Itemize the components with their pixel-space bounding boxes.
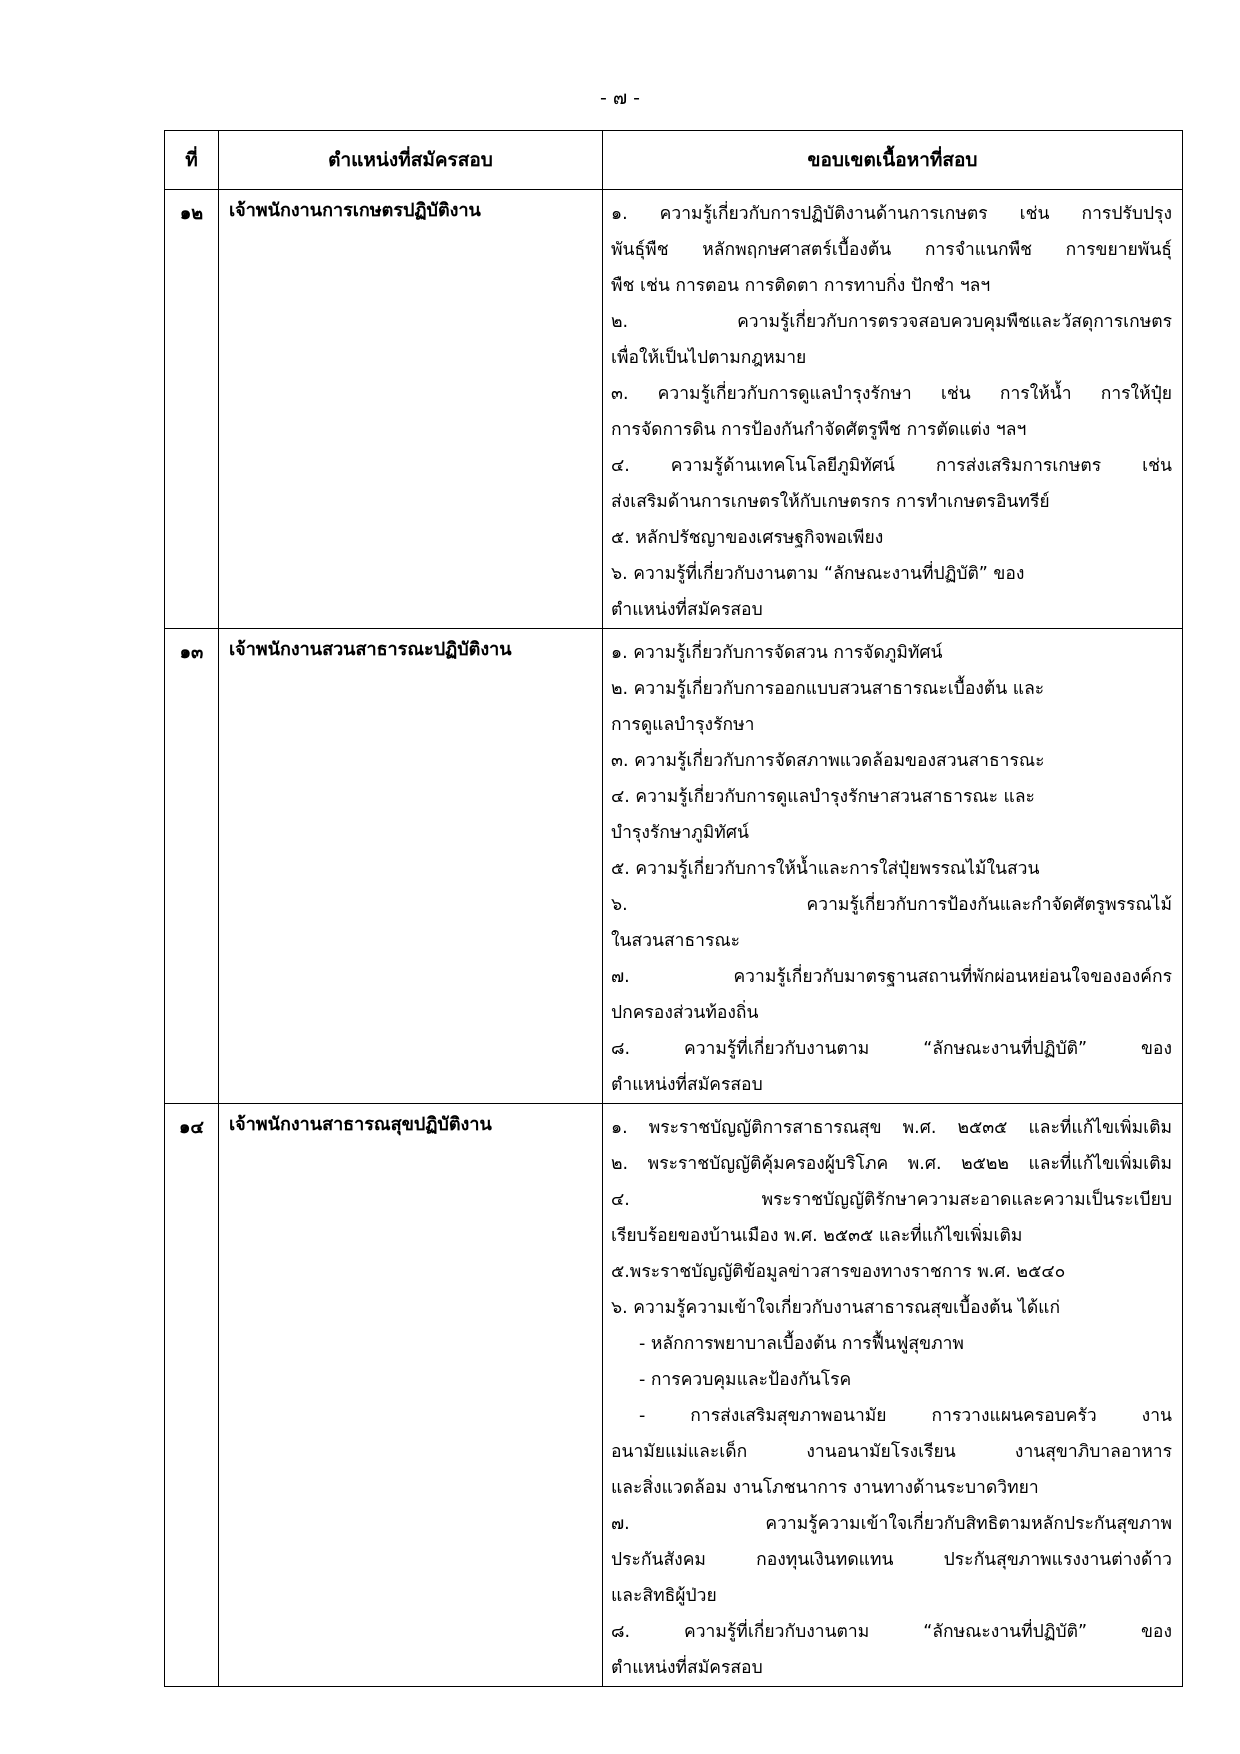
scope-content xyxy=(603,1104,1183,1687)
scope-line: ๑. พระราชบัญญัติการสาธารณสุข พ.ศ. ๒๕๓๕ และที่แก้ไขเพิ่มเติม xyxy=(611,1118,1172,1138)
scope-line: ส่งเสริมด้านการเกษตรให้กับเกษตรกร การทำเกษตรอินทรีย์ xyxy=(611,492,1050,512)
scope-line: ๑. ความรู้เกี่ยวกับการปฏิบัติงานด้านการเกษตร เช่น การปรับปรุง xyxy=(611,204,1172,224)
scope-line: ตำแหน่งที่สมัครสอบ xyxy=(611,1658,763,1678)
scope-line: เรียบร้อยของบ้านเมือง พ.ศ. ๒๕๓๕ และที่แก้ไขเพิ่มเติม xyxy=(611,1226,1023,1246)
scope-line: ปกครองส่วนท้องถิ่น xyxy=(611,1003,759,1023)
scope-line: ๕.พระราชบัญญัติข้อมูลข่าวสารของทางราชการ พ.ศ. ๒๕๔๐ xyxy=(611,1262,1066,1282)
scope-line: ๔. ความรู้ด้านเทคโนโลยีภูมิทัศน์ การส่งเสริมการเกษตร เช่น xyxy=(611,456,1172,476)
scope-line: และสิ่งแวดล้อม งานโภชนาการ งานทางด้านระบาดวิทยา xyxy=(611,1478,1039,1498)
scope-line: ๘. ความรู้ที่เกี่ยวกับงานตาม “ลักษณะงานที่ปฏิบัติ” ของ xyxy=(611,1039,1172,1059)
row-number: ๑๓ xyxy=(165,629,219,1104)
scope-line: พันธุ์พืช หลักพฤกษศาสตร์เบื้องต้น การจำแนกพืช การขยายพันธุ์ xyxy=(611,240,1172,260)
scope-content xyxy=(603,629,1183,1104)
scope-line: อนามัยแม่และเด็ก งานอนามัยโรงเรียน งานสุขาภิบาลอาหาร xyxy=(611,1442,1172,1462)
scope-line: ๖. ความรู้ความเข้าใจเกี่ยวกับงานสาธารณสุขเบื้องต้น ได้แก่ xyxy=(611,1298,1061,1318)
page-number: - ๗ - xyxy=(599,87,641,109)
position-name: เจ้าพนักงานสาธารณสุขปฏิบัติงาน xyxy=(219,1104,603,1687)
position-name: เจ้าพนักงานสวนสาธารณะปฏิบัติงาน xyxy=(219,629,603,1104)
scope-line: บำรุงรักษาภูมิทัศน์ xyxy=(611,823,749,843)
table-row xyxy=(165,190,1183,629)
scope-line: ๖. ความรู้ที่เกี่ยวกับงานตาม “ลักษณะงานที่ปฏิบัติ” ของ xyxy=(611,564,1025,584)
scope-line: เพื่อให้เป็นไปตามกฎหมาย xyxy=(611,348,807,368)
scope-line: ๖. ความรู้เกี่ยวกับการป้องกันและกำจัดศัตรูพรรณไม้ xyxy=(611,895,1172,915)
scope-line: พืช เช่น การตอน การติดตา การทาบกิ่ง ปักชำ ฯลฯ xyxy=(611,276,991,296)
position-name: เจ้าพนักงานการเกษตรปฏิบัติงาน xyxy=(219,190,603,629)
scope-line: และสิทธิผู้ป่วย xyxy=(611,1586,717,1606)
table-row xyxy=(165,1104,1183,1687)
scope-line: การดูแลบำรุงรักษา xyxy=(611,715,755,735)
header-no: ที่ xyxy=(165,131,219,190)
scope-line: ๑. ความรู้เกี่ยวกับการจัดสวน การจัดภูมิทัศน์ xyxy=(611,643,943,663)
scope-line: ๗. ความรู้เกี่ยวกับมาตรฐานสถานที่พักผ่อนหย่อนใจขององค์กร xyxy=(611,967,1172,987)
scope-line: ในสวนสาธารณะ xyxy=(611,931,741,951)
scope-line: - การส่งเสริมสุขภาพอนามัย การวางแผนครอบครัว งาน xyxy=(639,1406,1172,1426)
scope-line: ตำแหน่งที่สมัครสอบ xyxy=(611,1075,763,1095)
scope-line: ๕. หลักปรัชญาของเศรษฐกิจพอเพียง xyxy=(611,528,884,548)
row-number: ๑๔ xyxy=(165,1104,219,1687)
scope-line: ๓. ความรู้เกี่ยวกับการดูแลบำรุงรักษา เช่น การให้น้ำ การให้ปุ๋ย xyxy=(611,384,1172,404)
scope-line: - การควบคุมและป้องกันโรค xyxy=(639,1370,852,1390)
scope-line: ๒. พระราชบัญญัติคุ้มครองผู้บริโภค พ.ศ. ๒๕๒๒ และที่แก้ไขเพิ่มเติม xyxy=(611,1154,1172,1174)
scope-line: ๗. ความรู้ความเข้าใจเกี่ยวกับสิทธิตามหลักประกันสุขภาพ xyxy=(611,1514,1172,1534)
header-scope: ขอบเขตเนื้อหาที่สอบ xyxy=(603,131,1183,190)
row-number: ๑๒ xyxy=(165,190,219,629)
scope-content xyxy=(603,190,1183,629)
scope-line: ๔. พระราชบัญญัติรักษาความสะอาดและความเป็นระเบียบ xyxy=(611,1190,1172,1210)
header-position: ตำแหน่งที่สมัครสอบ xyxy=(219,131,603,190)
scope-line: ๕. ความรู้เกี่ยวกับการให้น้ำและการใส่ปุ๋ยพรรณไม้ในสวน xyxy=(611,859,1040,879)
scope-line: ๘. ความรู้ที่เกี่ยวกับงานตาม “ลักษณะงานที่ปฏิบัติ” ของ xyxy=(611,1622,1172,1642)
scope-line: - หลักการพยาบาลเบื้องต้น การฟื้นฟูสุขภาพ xyxy=(639,1334,964,1354)
scope-line: ๒. ความรู้เกี่ยวกับการออกแบบสวนสาธารณะเบื้องต้น และ xyxy=(611,679,1045,699)
scope-line: ๔. ความรู้เกี่ยวกับการดูแลบำรุงรักษาสวนสาธารณะ และ xyxy=(611,787,1035,807)
scope-line: การจัดการดิน การป้องกันกำจัดศัตรูพืช การตัดแต่ง ฯลฯ xyxy=(611,420,1027,440)
scope-line: ๒. ความรู้เกี่ยวกับการตรวจสอบควบคุมพืชและวัสดุการเกษตร xyxy=(611,312,1172,332)
scope-line: ประกันสังคม กองทุนเงินทดแทน ประกันสุขภาพแรงงานต่างด้าว xyxy=(611,1550,1172,1570)
scope-line: ๓. ความรู้เกี่ยวกับการจัดสภาพแวดล้อมของสวนสาธารณะ xyxy=(611,751,1045,771)
scope-line: ตำแหน่งที่สมัครสอบ xyxy=(611,600,763,620)
exam-scope-table xyxy=(164,130,1183,1687)
table-row xyxy=(165,629,1183,1104)
table-header-row xyxy=(165,131,1183,190)
